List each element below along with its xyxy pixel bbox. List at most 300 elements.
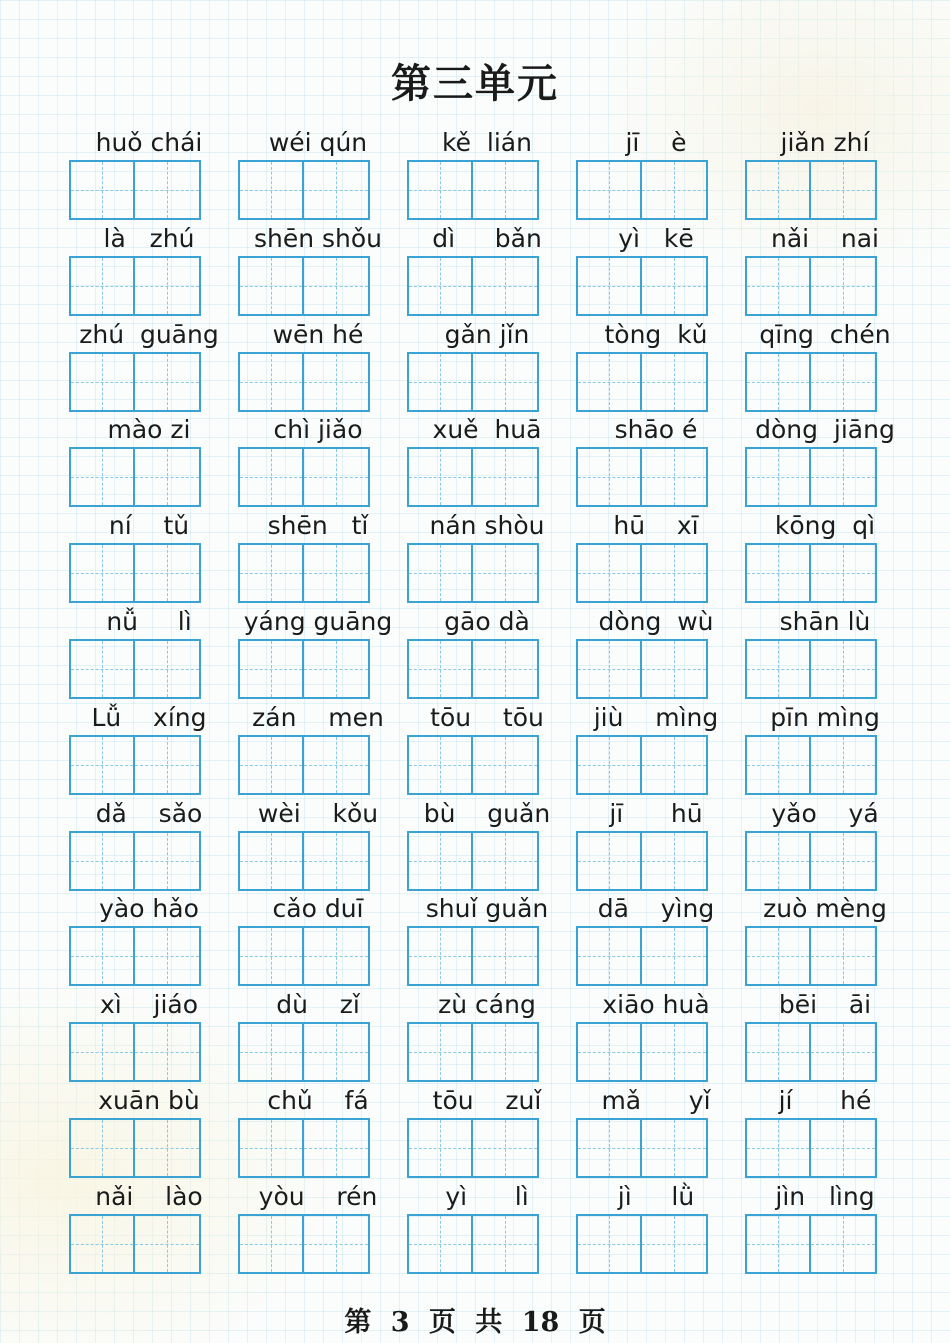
- word-cell: [407, 605, 567, 701]
- writing-boxes: [238, 639, 370, 699]
- pinyin-label: nǎi nai: [770, 224, 879, 253]
- writing-boxes: [576, 831, 708, 891]
- writing-boxes: [407, 639, 539, 699]
- pinyin-label: xiāo huà: [602, 990, 710, 1019]
- character-writing-box[interactable]: [304, 543, 370, 603]
- pinyin-label: tōu zuǐ: [432, 1086, 542, 1115]
- word-cell: [576, 509, 736, 605]
- writing-boxes: [238, 447, 370, 507]
- character-writing-box[interactable]: [135, 831, 201, 891]
- character-writing-box[interactable]: [69, 160, 135, 220]
- word-cell: [745, 1084, 905, 1180]
- writing-boxes: [69, 639, 201, 699]
- writing-boxes: [576, 160, 708, 220]
- pinyin-label: shāo é: [614, 415, 698, 444]
- character-writing-box[interactable]: [745, 639, 811, 699]
- pinyin-label: nǎi lào: [95, 1182, 203, 1211]
- character-writing-box[interactable]: [238, 1214, 304, 1274]
- character-writing-box[interactable]: [473, 1118, 539, 1178]
- writing-boxes: [576, 926, 708, 986]
- character-writing-box[interactable]: [576, 831, 642, 891]
- character-writing-box[interactable]: [473, 160, 539, 220]
- character-writing-box[interactable]: [811, 1022, 877, 1082]
- character-writing-box[interactable]: [69, 639, 135, 699]
- character-writing-box[interactable]: [69, 926, 135, 986]
- pinyin-label: shān lù: [779, 607, 871, 636]
- word-cell: [407, 988, 567, 1084]
- character-writing-box[interactable]: [745, 831, 811, 891]
- word-cell: [407, 1084, 567, 1180]
- character-writing-box[interactable]: [407, 1214, 473, 1274]
- word-cell: [238, 892, 398, 988]
- character-writing-box[interactable]: [642, 831, 708, 891]
- character-writing-box[interactable]: [473, 735, 539, 795]
- word-cell: [238, 605, 398, 701]
- character-writing-box[interactable]: [745, 160, 811, 220]
- word-cell: [745, 318, 905, 414]
- writing-boxes: [745, 926, 877, 986]
- writing-boxes: [69, 543, 201, 603]
- character-writing-box[interactable]: [304, 1118, 370, 1178]
- character-writing-box[interactable]: [576, 160, 642, 220]
- pinyin-label: tōu tōu: [430, 703, 544, 732]
- character-writing-box[interactable]: [642, 1022, 708, 1082]
- word-cell: [576, 892, 736, 988]
- pinyin-label: mǎ yǐ: [601, 1086, 711, 1115]
- character-writing-box[interactable]: [642, 352, 708, 412]
- page-number: 第 3 页 共 18 页: [344, 1307, 606, 1338]
- character-writing-box[interactable]: [135, 1118, 201, 1178]
- character-writing-box[interactable]: [304, 926, 370, 986]
- word-cell: [238, 701, 398, 797]
- character-writing-box[interactable]: [811, 639, 877, 699]
- character-writing-box[interactable]: [473, 926, 539, 986]
- pinyin-label: jī è: [625, 128, 687, 157]
- character-writing-box[interactable]: [69, 1022, 135, 1082]
- pinyin-label: kōng qì: [774, 511, 876, 540]
- writing-boxes: [407, 1214, 539, 1274]
- writing-boxes: [576, 735, 708, 795]
- character-writing-box[interactable]: [135, 256, 201, 316]
- character-writing-box[interactable]: [304, 1214, 370, 1274]
- writing-boxes: [238, 831, 370, 891]
- pinyin-label: qīng chén: [759, 320, 891, 349]
- character-writing-box[interactable]: [576, 1118, 642, 1178]
- writing-boxes: [407, 160, 539, 220]
- character-writing-box[interactable]: [135, 1022, 201, 1082]
- word-cell: [576, 988, 736, 1084]
- word-cell: [407, 701, 567, 797]
- character-writing-box[interactable]: [576, 1022, 642, 1082]
- character-writing-box[interactable]: [304, 639, 370, 699]
- pinyin-label: yǎo yá: [771, 799, 879, 828]
- word-cell: [69, 892, 229, 988]
- character-writing-box[interactable]: [811, 831, 877, 891]
- character-writing-box[interactable]: [304, 256, 370, 316]
- page-title: 第三单元: [391, 60, 559, 107]
- pinyin-label: gāo dà: [444, 607, 530, 636]
- writing-boxes: [238, 160, 370, 220]
- word-cell: [69, 126, 229, 222]
- character-writing-box[interactable]: [69, 1214, 135, 1274]
- character-writing-box[interactable]: [473, 543, 539, 603]
- writing-boxes: [407, 543, 539, 603]
- pinyin-label: jí hé: [778, 1086, 872, 1115]
- character-writing-box[interactable]: [407, 831, 473, 891]
- character-writing-box[interactable]: [407, 1022, 473, 1082]
- character-writing-box[interactable]: [811, 735, 877, 795]
- character-writing-box[interactable]: [135, 352, 201, 412]
- character-writing-box[interactable]: [576, 735, 642, 795]
- pinyin-label: wéi qún: [268, 128, 368, 157]
- character-writing-box[interactable]: [407, 256, 473, 316]
- pinyin-label: wēn hé: [272, 320, 364, 349]
- word-cell: [238, 1084, 398, 1180]
- writing-boxes: [576, 1214, 708, 1274]
- writing-boxes: [69, 735, 201, 795]
- character-writing-box[interactable]: [642, 1118, 708, 1178]
- character-writing-box[interactable]: [69, 831, 135, 891]
- character-writing-box[interactable]: [745, 926, 811, 986]
- character-writing-box[interactable]: [407, 1118, 473, 1178]
- writing-boxes: [238, 1118, 370, 1178]
- writing-boxes: [745, 1214, 877, 1274]
- character-writing-box[interactable]: [642, 639, 708, 699]
- pinyin-label: nán shòu: [429, 511, 545, 540]
- pinyin-label: bēi āi: [778, 990, 872, 1019]
- character-writing-box[interactable]: [407, 352, 473, 412]
- character-writing-box[interactable]: [811, 543, 877, 603]
- character-writing-box[interactable]: [407, 543, 473, 603]
- character-writing-box[interactable]: [745, 447, 811, 507]
- writing-boxes: [745, 352, 877, 412]
- pinyin-label: chì jiǎo: [273, 415, 363, 444]
- pinyin-label: jī hū: [609, 799, 703, 828]
- word-cell: [576, 605, 736, 701]
- writing-boxes: [745, 447, 877, 507]
- word-cell: [69, 605, 229, 701]
- character-writing-box[interactable]: [576, 256, 642, 316]
- writing-boxes: [238, 543, 370, 603]
- writing-boxes: [407, 735, 539, 795]
- writing-boxes: [69, 926, 201, 986]
- character-writing-box[interactable]: [238, 1022, 304, 1082]
- character-writing-box[interactable]: [473, 1022, 539, 1082]
- character-writing-box[interactable]: [745, 735, 811, 795]
- character-writing-box[interactable]: [642, 447, 708, 507]
- character-writing-box[interactable]: [576, 352, 642, 412]
- character-writing-box[interactable]: [811, 1118, 877, 1178]
- writing-boxes: [407, 1118, 539, 1178]
- character-writing-box[interactable]: [407, 926, 473, 986]
- character-writing-box[interactable]: [238, 926, 304, 986]
- writing-boxes: [69, 831, 201, 891]
- word-cell: [69, 1084, 229, 1180]
- writing-boxes: [407, 831, 539, 891]
- pinyin-label: kě lián: [442, 128, 532, 157]
- character-writing-box[interactable]: [407, 447, 473, 507]
- word-cell: [745, 126, 905, 222]
- word-cell: [238, 988, 398, 1084]
- pinyin-label: zuò mèng: [763, 894, 887, 923]
- word-cell: [745, 701, 905, 797]
- word-cell: [407, 1180, 567, 1276]
- character-writing-box[interactable]: [473, 831, 539, 891]
- character-writing-box[interactable]: [576, 447, 642, 507]
- pinyin-label: gǎn jǐn: [444, 320, 530, 349]
- character-writing-box[interactable]: [135, 735, 201, 795]
- pinyin-label: xì jiáo: [99, 990, 199, 1019]
- word-cell: [407, 892, 567, 988]
- character-writing-box[interactable]: [576, 926, 642, 986]
- writing-boxes: [576, 352, 708, 412]
- pinyin-label: yáng guāng: [243, 607, 393, 636]
- character-writing-box[interactable]: [811, 447, 877, 507]
- word-cell: [745, 605, 905, 701]
- word-cell: [238, 126, 398, 222]
- writing-boxes: [576, 256, 708, 316]
- character-writing-box[interactable]: [576, 1214, 642, 1274]
- writing-boxes: [407, 1022, 539, 1082]
- character-writing-box[interactable]: [473, 352, 539, 412]
- pinyin-label: ní tǔ: [108, 511, 190, 540]
- writing-boxes: [745, 831, 877, 891]
- pinyin-label: xuě huā: [432, 415, 542, 444]
- writing-boxes: [745, 639, 877, 699]
- writing-boxes: [576, 543, 708, 603]
- character-writing-box[interactable]: [238, 447, 304, 507]
- word-cell: [238, 797, 398, 893]
- pinyin-label: jiǎn zhí: [780, 128, 870, 157]
- character-writing-box[interactable]: [304, 735, 370, 795]
- pinyin-label: xuān bù: [98, 1086, 200, 1115]
- character-writing-box[interactable]: [642, 926, 708, 986]
- pinyin-label: shēn shǒu: [253, 224, 383, 253]
- character-writing-box[interactable]: [473, 1214, 539, 1274]
- pinyin-label: shuǐ guǎn: [425, 894, 549, 923]
- word-cell: [69, 701, 229, 797]
- writing-boxes: [69, 256, 201, 316]
- character-writing-box[interactable]: [642, 160, 708, 220]
- writing-boxes: [407, 926, 539, 986]
- character-writing-box[interactable]: [811, 160, 877, 220]
- word-cell: [576, 126, 736, 222]
- character-writing-box[interactable]: [69, 352, 135, 412]
- character-writing-box[interactable]: [811, 256, 877, 316]
- writing-boxes: [69, 160, 201, 220]
- pinyin-label: dǎ sǎo: [95, 799, 203, 828]
- word-cell: [745, 509, 905, 605]
- writing-boxes: [745, 1022, 877, 1082]
- writing-boxes: [407, 447, 539, 507]
- writing-boxes: [69, 352, 201, 412]
- writing-boxes: [576, 639, 708, 699]
- writing-boxes: [745, 543, 877, 603]
- pinyin-label: dòng wù: [598, 607, 714, 636]
- pinyin-label: yào hǎo: [99, 894, 199, 923]
- pinyin-label: wèi kǒu: [257, 799, 379, 828]
- character-writing-box[interactable]: [745, 352, 811, 412]
- word-cell: [238, 222, 398, 318]
- writing-boxes: [238, 1214, 370, 1274]
- character-writing-box[interactable]: [745, 1022, 811, 1082]
- pinyin-label: nǚ lì: [106, 607, 192, 636]
- pinyin-label: dòng jiāng: [755, 415, 895, 444]
- pinyin-label: chǔ fá: [267, 1086, 369, 1115]
- pinyin-label: yì kē: [618, 224, 694, 253]
- character-writing-box[interactable]: [576, 543, 642, 603]
- pinyin-label: jì lǜ: [617, 1182, 695, 1211]
- character-writing-box[interactable]: [238, 735, 304, 795]
- pinyin-label: mào zi: [107, 415, 191, 444]
- character-writing-box[interactable]: [135, 926, 201, 986]
- character-writing-box[interactable]: [238, 1118, 304, 1178]
- pinyin-label: huǒ chái: [95, 128, 203, 157]
- writing-boxes: [745, 1118, 877, 1178]
- word-cell: [576, 1084, 736, 1180]
- character-writing-box[interactable]: [576, 639, 642, 699]
- pinyin-label: jìn lìng: [775, 1182, 875, 1211]
- character-writing-box[interactable]: [407, 160, 473, 220]
- writing-boxes: [407, 352, 539, 412]
- character-writing-box[interactable]: [135, 543, 201, 603]
- pinyin-label: cǎo duī: [272, 894, 364, 923]
- word-cell: [576, 318, 736, 414]
- word-cell: [745, 797, 905, 893]
- character-writing-box[interactable]: [304, 352, 370, 412]
- character-writing-box[interactable]: [745, 1118, 811, 1178]
- pinyin-label: pīn mìng: [770, 703, 880, 732]
- word-cell: [745, 1180, 905, 1276]
- writing-boxes: [576, 1118, 708, 1178]
- character-writing-box[interactable]: [811, 1214, 877, 1274]
- word-cell: [407, 413, 567, 509]
- writing-boxes: [238, 735, 370, 795]
- character-writing-box[interactable]: [304, 447, 370, 507]
- writing-boxes: [69, 1118, 201, 1178]
- writing-boxes: [745, 256, 877, 316]
- character-writing-box[interactable]: [69, 1118, 135, 1178]
- character-writing-box[interactable]: [135, 160, 201, 220]
- pinyin-label: jiù mìng: [593, 703, 719, 732]
- writing-boxes: [407, 256, 539, 316]
- writing-boxes: [576, 447, 708, 507]
- word-cell: [69, 318, 229, 414]
- character-writing-box[interactable]: [642, 1214, 708, 1274]
- word-cell: [576, 1180, 736, 1276]
- word-cell: [407, 797, 567, 893]
- writing-boxes: [238, 1022, 370, 1082]
- character-writing-box[interactable]: [642, 543, 708, 603]
- word-cell: [238, 1180, 398, 1276]
- word-cell: [576, 222, 736, 318]
- writing-boxes: [238, 926, 370, 986]
- character-writing-box[interactable]: [642, 256, 708, 316]
- character-writing-box[interactable]: [238, 639, 304, 699]
- pinyin-label: tòng kǔ: [604, 320, 708, 349]
- writing-boxes: [745, 735, 877, 795]
- pinyin-label: yì lì: [445, 1182, 529, 1211]
- pinyin-label: là zhú: [103, 224, 195, 253]
- word-cell: [238, 509, 398, 605]
- character-writing-box[interactable]: [407, 735, 473, 795]
- word-cell: [407, 222, 567, 318]
- word-cell: [745, 892, 905, 988]
- word-cell: [745, 413, 905, 509]
- character-writing-box[interactable]: [69, 447, 135, 507]
- character-writing-box[interactable]: [238, 256, 304, 316]
- character-writing-box[interactable]: [304, 160, 370, 220]
- character-writing-box[interactable]: [811, 352, 877, 412]
- writing-boxes: [238, 256, 370, 316]
- word-cell: [407, 318, 567, 414]
- character-writing-box[interactable]: [473, 256, 539, 316]
- character-writing-box[interactable]: [304, 831, 370, 891]
- character-writing-box[interactable]: [473, 447, 539, 507]
- writing-boxes: [69, 1214, 201, 1274]
- character-writing-box[interactable]: [304, 1022, 370, 1082]
- pinyin-label: shēn tǐ: [267, 511, 369, 540]
- character-writing-box[interactable]: [69, 543, 135, 603]
- pinyin-label: dā yìng: [597, 894, 715, 923]
- word-cell: [745, 988, 905, 1084]
- word-cell: [238, 413, 398, 509]
- pinyin-label: bù guǎn: [423, 799, 551, 828]
- character-writing-box[interactable]: [473, 639, 539, 699]
- writing-boxes: [238, 352, 370, 412]
- character-writing-box[interactable]: [238, 831, 304, 891]
- word-cell: [576, 797, 736, 893]
- word-cell: [69, 413, 229, 509]
- word-cell: [407, 126, 567, 222]
- character-writing-box[interactable]: [745, 256, 811, 316]
- word-cell: [745, 222, 905, 318]
- writing-boxes: [576, 1022, 708, 1082]
- writing-boxes: [69, 1022, 201, 1082]
- pinyin-label: Lǚ xíng: [91, 703, 207, 732]
- word-cell: [69, 1180, 229, 1276]
- character-writing-box[interactable]: [69, 256, 135, 316]
- pinyin-label: yòu rén: [258, 1182, 378, 1211]
- pinyin-label: hū xī: [613, 511, 699, 540]
- character-writing-box[interactable]: [238, 543, 304, 603]
- character-writing-box[interactable]: [135, 639, 201, 699]
- character-writing-box[interactable]: [745, 1214, 811, 1274]
- pinyin-label: zán men: [252, 703, 384, 732]
- character-writing-box[interactable]: [811, 926, 877, 986]
- word-cell: [69, 797, 229, 893]
- character-writing-box[interactable]: [135, 1214, 201, 1274]
- character-writing-box[interactable]: [745, 543, 811, 603]
- pinyin-label: dù zǐ: [276, 990, 360, 1019]
- word-cell: [576, 413, 736, 509]
- character-writing-box[interactable]: [238, 160, 304, 220]
- character-writing-box[interactable]: [135, 447, 201, 507]
- character-writing-box[interactable]: [642, 735, 708, 795]
- pinyin-label: zù cáng: [438, 990, 536, 1019]
- word-cell: [407, 509, 567, 605]
- writing-boxes: [69, 447, 201, 507]
- writing-boxes: [745, 160, 877, 220]
- word-cell: [69, 509, 229, 605]
- pinyin-label: zhú guāng: [79, 320, 219, 349]
- character-writing-box[interactable]: [238, 352, 304, 412]
- word-cell: [69, 988, 229, 1084]
- character-writing-box[interactable]: [69, 735, 135, 795]
- word-cell: [576, 701, 736, 797]
- word-cell: [238, 318, 398, 414]
- character-writing-box[interactable]: [407, 639, 473, 699]
